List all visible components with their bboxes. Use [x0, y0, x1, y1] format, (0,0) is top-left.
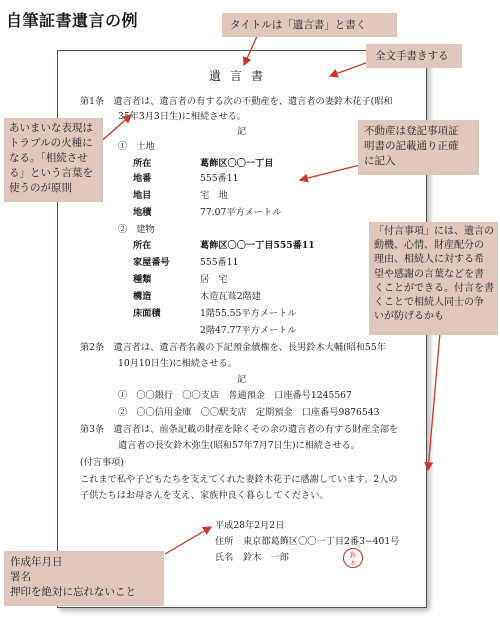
- note-line: 署名: [10, 570, 31, 583]
- document-date: 平成28年2月2日: [215, 520, 285, 531]
- deposit-1: ① 〇〇銀行 〇〇支店 普通預金 口座番号1245567: [118, 390, 352, 401]
- article-3-line-2: 遺言者の長女鈴木弥生(昭和57年7月7日生)に相続させる。: [118, 440, 360, 451]
- note-handwrite-text: 全文手書きする: [375, 50, 449, 62]
- note-line: 明書の記載通り正確: [364, 139, 459, 152]
- building-row-value: 1階55.55平方メートル: [200, 308, 297, 319]
- note-line: 動機、心情、財産配分の: [374, 240, 484, 252]
- land-row-value: 宅 地: [200, 190, 228, 201]
- land-row-label: 所在: [133, 158, 152, 169]
- note-line: なる。「相続させ: [9, 151, 88, 164]
- note-line: トラブルの火種に: [9, 136, 93, 149]
- seal-char: 鈴: [349, 551, 357, 559]
- note-line: 望や感謝の言葉などを書: [374, 268, 484, 280]
- address-value: 東京都葛飾区〇〇一丁目2番3−401号: [243, 536, 400, 547]
- arrow-date-sign: [165, 527, 211, 554]
- note-line: くことで相続人同士の争: [374, 296, 484, 308]
- note-fuzoku: [369, 222, 498, 335]
- building-row-label: 構造: [133, 291, 152, 302]
- article-3-line-1: 第3条 遺言者は、前条記載の財産を除くその余の遺言者の有する財産全部を: [80, 424, 399, 435]
- land-row-label: 地番: [133, 173, 152, 184]
- note-line: いが防げるかも: [374, 311, 444, 323]
- note-line: 理由、相続人に対する希: [374, 254, 484, 266]
- arrow-title: [244, 34, 258, 65]
- name-label: 氏名: [215, 552, 234, 563]
- fuzoku-line-2: 子供たちはお母さんを支え、家族仲良く暮らしてください。: [80, 490, 329, 501]
- building-row-label: 家屋番号: [133, 257, 170, 268]
- deposit-2: ② 〇〇信用金庫 〇〇駅支店 定期預金 口座番号9876543: [118, 407, 380, 418]
- page-heading: 自筆証書遺言の例: [6, 11, 139, 30]
- land-row-value: 77.07平方メートル: [200, 207, 282, 218]
- land-row-label: 地目: [133, 190, 152, 201]
- note-title: [222, 13, 397, 37]
- article-2-line-2: 10月10日生)に相続させる。: [118, 358, 237, 369]
- arrow-fuzoku: [428, 333, 440, 470]
- land-row-label: 地積: [133, 207, 152, 218]
- note-line: に記入: [364, 154, 396, 167]
- fuzoku-line-1: これまで私や子どもたちを支えてくれた妻鈴木花子に感謝しています。2人の: [80, 474, 398, 485]
- article-1-line-1: 第1条 遺言者は、遺言者の有する次の不動産を、遺言者の妻鈴木花子(昭和: [80, 96, 393, 107]
- building-row-value: 木造瓦葺2階建: [200, 291, 261, 302]
- note-line: 作成年月日: [10, 556, 63, 568]
- address-label: 住所: [215, 536, 234, 547]
- note-line: 使うのが原則: [9, 181, 72, 194]
- note-line: 不動産は登記事項証: [364, 125, 459, 137]
- building-row-label: 床面積: [133, 308, 161, 319]
- arrow-realestate: [300, 165, 360, 180]
- note-line: あいまいな表現は: [9, 122, 93, 134]
- note-ambiguous: [4, 118, 103, 202]
- note-title-text: タイトルは「遺言書」と書く: [230, 19, 367, 31]
- building-row-label: 種類: [133, 274, 152, 285]
- building-row-value: 555番11: [200, 257, 239, 268]
- building-row-value: 居 宅: [200, 274, 228, 285]
- note-line: 「付言事項」には、遺言の: [374, 226, 494, 237]
- note-date-sign: [4, 551, 164, 606]
- ki-heading-2: 記: [237, 374, 247, 385]
- article-1-line-2: 35年3月3日生)に相続させる。: [118, 111, 247, 122]
- floor-area-2f: 2階47.77平方メートル: [200, 325, 297, 336]
- land-row-value: 555番11: [200, 173, 239, 184]
- seal-char: 木: [349, 559, 357, 567]
- note-handwrite: [366, 44, 462, 68]
- fuzoku-label: (付言事項): [80, 457, 124, 468]
- document-title: 遺言書: [209, 69, 273, 83]
- article-2-line-1: 第2条 遺言者は、遺言者名義の下記預金債権を、長男鈴木大輔(昭和55年: [80, 342, 386, 353]
- name-value: 鈴木 一郎: [243, 552, 289, 563]
- building-header: ② 建物: [118, 224, 155, 235]
- note-realestate: [358, 120, 479, 175]
- ki-heading-1: 記: [237, 126, 247, 137]
- note-line: 押印を絶対に忘れないこと: [10, 585, 136, 598]
- land-row-value: 葛飾区〇〇一丁目: [200, 158, 274, 169]
- land-header: ① 土地: [118, 141, 155, 152]
- building-row-label: 所在: [133, 240, 152, 251]
- note-line: くことができる。付言を書: [374, 282, 494, 294]
- note-line: る」という言葉を: [9, 166, 93, 179]
- building-row-value: 葛飾区〇〇一丁目555番11: [200, 240, 315, 251]
